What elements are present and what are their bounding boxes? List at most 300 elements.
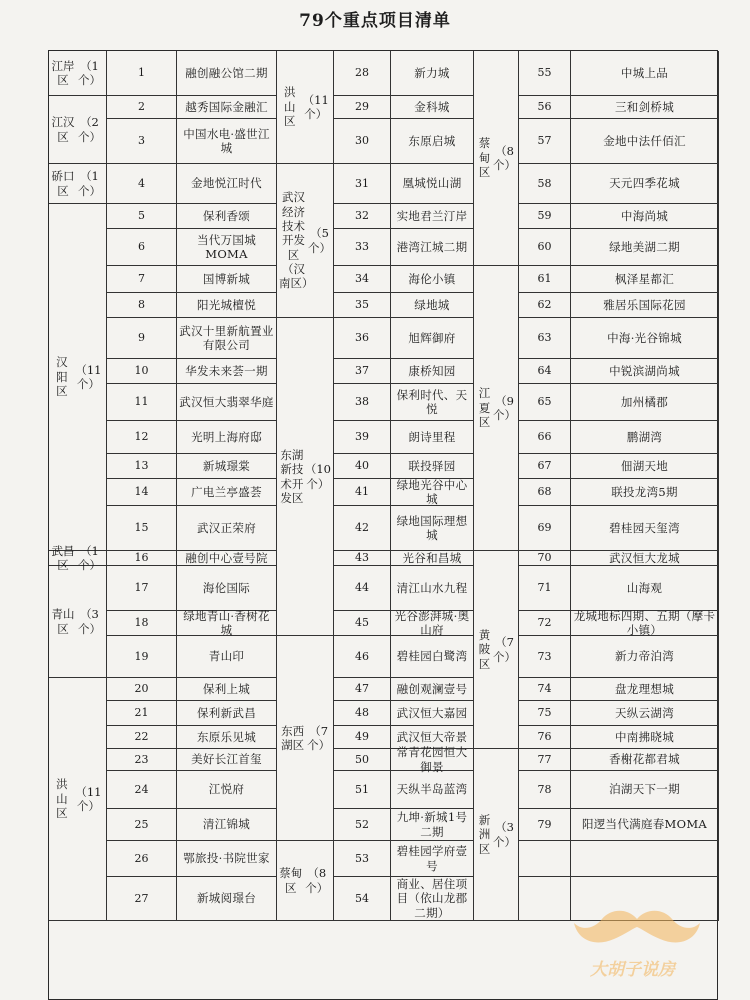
project-number-text: 28 bbox=[355, 66, 369, 80]
district-cell bbox=[49, 51, 107, 96]
project-number-text: 17 bbox=[134, 581, 149, 595]
project-name bbox=[391, 51, 474, 96]
project-name-text: 龙城地标四期、五期（摩卡小镇） bbox=[573, 608, 716, 637]
project-number-text: 19 bbox=[134, 649, 149, 663]
project-number-text: 23 bbox=[134, 752, 149, 766]
project-name-text: 新城璟棠 bbox=[202, 458, 251, 473]
project-number bbox=[519, 809, 571, 841]
project-name-text: 光明上海府邸 bbox=[191, 429, 262, 444]
project-number bbox=[107, 636, 177, 678]
project-name bbox=[391, 229, 474, 266]
project-name-text: 江悦府 bbox=[208, 782, 245, 797]
project-number bbox=[107, 51, 177, 96]
project-name bbox=[391, 204, 474, 229]
project-number-text: 16 bbox=[134, 551, 149, 565]
project-number-text: 58 bbox=[537, 176, 552, 190]
project-number bbox=[107, 318, 177, 359]
project-number bbox=[334, 119, 391, 164]
project-name-text: 联投龙湾5期 bbox=[611, 484, 678, 499]
project-number bbox=[519, 164, 571, 204]
project-name bbox=[177, 229, 277, 266]
project-number-text: 59 bbox=[537, 209, 552, 223]
project-name-text: 新力城 bbox=[414, 65, 450, 80]
project-number bbox=[519, 293, 571, 318]
district-cell bbox=[474, 266, 519, 551]
project-name-text: 融创观澜壹号 bbox=[396, 681, 468, 696]
project-name-text: 三和剑桥城 bbox=[615, 99, 674, 114]
project-number bbox=[334, 566, 391, 611]
project-name-text: 海伦小镇 bbox=[408, 271, 456, 286]
project-name bbox=[391, 479, 474, 506]
district-name: 武昌区 bbox=[51, 543, 75, 572]
project-number bbox=[107, 566, 177, 611]
project-name-text: 融创中心壹号院 bbox=[185, 550, 268, 565]
district-cell bbox=[474, 551, 519, 749]
project-number-text: 34 bbox=[355, 272, 369, 286]
project-name bbox=[571, 318, 719, 359]
project-number bbox=[519, 701, 571, 726]
project-name bbox=[177, 164, 277, 204]
project-name-text: 绿地光谷中心城 bbox=[396, 477, 468, 506]
district-cell bbox=[49, 678, 107, 921]
project-name bbox=[571, 841, 719, 877]
watermark-text: 大胡子说房 bbox=[590, 960, 675, 980]
project-name bbox=[571, 726, 719, 749]
district-cell bbox=[49, 204, 107, 551]
district-count: （2个） bbox=[77, 115, 101, 144]
mustache-icon bbox=[572, 905, 702, 953]
district-count: （1个） bbox=[77, 543, 101, 572]
project-name-text: 碧桂园白鹭湾 bbox=[396, 649, 468, 664]
project-name bbox=[177, 359, 277, 384]
project-name-text: 武汉恒大帝景 bbox=[396, 729, 468, 744]
project-number-text: 60 bbox=[537, 240, 552, 254]
project-number-text: 45 bbox=[355, 616, 369, 630]
district-name: 洪山区 bbox=[56, 777, 68, 821]
project-number-text: 32 bbox=[355, 209, 369, 223]
project-number bbox=[334, 551, 391, 566]
project-name-text: 东原乐见城 bbox=[197, 729, 256, 744]
project-name-text: 金科城 bbox=[414, 99, 450, 114]
project-name bbox=[177, 479, 277, 506]
district-name: 蔡甸区 bbox=[279, 866, 303, 895]
project-name-text: 雅居乐国际花园 bbox=[603, 297, 686, 312]
project-number-text: 36 bbox=[355, 331, 369, 345]
project-number-text: 66 bbox=[537, 430, 552, 444]
project-number bbox=[519, 636, 571, 678]
project-number-text: 79 bbox=[537, 817, 552, 831]
project-name-text: 中城上品 bbox=[620, 65, 669, 80]
district-name: 武汉经济技术开发区（汉南区） bbox=[279, 190, 314, 291]
project-name bbox=[177, 771, 277, 809]
project-number bbox=[107, 266, 177, 293]
project-number bbox=[519, 384, 571, 421]
project-name-text: 商业、居住项目（依山龙郡二期） bbox=[396, 876, 468, 920]
project-number bbox=[519, 611, 571, 636]
project-name bbox=[391, 96, 474, 119]
project-name bbox=[571, 479, 719, 506]
project-name bbox=[391, 566, 474, 611]
project-number-text: 39 bbox=[355, 430, 369, 444]
project-name-text: 鄂旅投·书院世家 bbox=[183, 851, 270, 866]
project-name-text: 天纵半岛蓝湾 bbox=[396, 782, 468, 797]
project-number bbox=[519, 551, 571, 566]
project-number bbox=[519, 318, 571, 359]
project-name-text: 保利香颂 bbox=[202, 208, 251, 223]
district-count: （10个） bbox=[304, 462, 331, 491]
project-name bbox=[177, 636, 277, 678]
project-number bbox=[334, 266, 391, 293]
project-name-text: 保利新武昌 bbox=[197, 705, 256, 720]
project-name-text: 碧桂园学府壹号 bbox=[396, 844, 468, 873]
district-cell bbox=[277, 318, 334, 636]
project-name-text: 绿地国际理想城 bbox=[396, 513, 468, 542]
project-name-text: 青山印 bbox=[208, 649, 245, 664]
project-name bbox=[177, 421, 277, 454]
project-number bbox=[107, 809, 177, 841]
project-number bbox=[107, 204, 177, 229]
project-name bbox=[391, 745, 474, 774]
project-number-text: 51 bbox=[355, 782, 369, 796]
project-name-text: 康桥知园 bbox=[408, 363, 456, 378]
project-name-text: 新城阅璟台 bbox=[197, 891, 256, 906]
project-number-text: 74 bbox=[537, 682, 552, 696]
project-name bbox=[177, 608, 277, 637]
project-name bbox=[571, 506, 719, 551]
district-name: 江岸区 bbox=[51, 58, 75, 87]
project-number-text: 44 bbox=[355, 581, 369, 595]
project-number-text: 13 bbox=[134, 459, 149, 473]
project-number-text: 24 bbox=[134, 782, 149, 796]
project-name bbox=[571, 749, 719, 771]
project-number-text: 53 bbox=[355, 851, 369, 865]
project-number-text: 35 bbox=[355, 298, 369, 312]
project-name bbox=[177, 566, 277, 611]
project-name bbox=[571, 96, 719, 119]
project-number bbox=[107, 551, 177, 566]
project-name-text: 国博新城 bbox=[202, 271, 251, 286]
project-number-text: 63 bbox=[537, 331, 552, 345]
project-number bbox=[334, 318, 391, 359]
project-number-text: 15 bbox=[134, 521, 149, 535]
project-name bbox=[571, 771, 719, 809]
project-name bbox=[177, 318, 277, 359]
project-name bbox=[391, 636, 474, 678]
project-name-text: 九坤·新城1号二期 bbox=[396, 810, 468, 839]
district-cell bbox=[277, 636, 334, 841]
project-name bbox=[391, 678, 474, 701]
project-name bbox=[571, 229, 719, 266]
district-count: （8个） bbox=[305, 866, 329, 895]
project-number-text: 9 bbox=[138, 331, 145, 345]
project-name-text: 天纵云湖湾 bbox=[615, 705, 674, 720]
project-name bbox=[177, 749, 277, 771]
project-number bbox=[519, 96, 571, 119]
project-number-text: 2 bbox=[138, 100, 145, 114]
project-number-text: 8 bbox=[138, 298, 145, 312]
district-cell bbox=[474, 749, 519, 921]
project-number bbox=[107, 771, 177, 809]
district-count: （7个） bbox=[307, 723, 331, 752]
project-number bbox=[107, 749, 177, 771]
district-cell bbox=[49, 543, 107, 572]
project-number-text: 73 bbox=[537, 649, 552, 663]
project-table bbox=[48, 50, 718, 1000]
project-number bbox=[519, 877, 571, 921]
project-name-text: 当代万国城MOMA bbox=[197, 232, 256, 261]
project-name-text: 朗诗里程 bbox=[408, 429, 456, 444]
project-number-text: 20 bbox=[134, 682, 149, 696]
project-name-text: 泊湖天下一期 bbox=[609, 782, 680, 797]
district-name: 青山区 bbox=[51, 607, 75, 636]
project-number-text: 46 bbox=[355, 649, 369, 663]
project-number-text: 72 bbox=[537, 616, 552, 630]
project-name bbox=[177, 877, 277, 921]
project-number bbox=[107, 164, 177, 204]
project-number-text: 37 bbox=[355, 364, 369, 378]
project-number bbox=[334, 164, 391, 204]
project-number bbox=[107, 726, 177, 749]
project-number-text: 10 bbox=[134, 364, 149, 378]
project-number bbox=[107, 119, 177, 164]
project-name-text: 武汉正荣府 bbox=[197, 520, 256, 535]
project-name bbox=[571, 701, 719, 726]
project-name-text: 融创融公馆二期 bbox=[185, 65, 268, 80]
project-name bbox=[391, 551, 474, 566]
project-number bbox=[519, 454, 571, 479]
project-number bbox=[519, 479, 571, 506]
project-name bbox=[391, 809, 474, 841]
project-number bbox=[519, 678, 571, 701]
project-name bbox=[571, 119, 719, 164]
project-number bbox=[334, 421, 391, 454]
district-name: 蔡甸区 bbox=[478, 136, 491, 180]
district-name: 江夏区 bbox=[478, 386, 491, 430]
project-number-text: 70 bbox=[537, 551, 552, 565]
district-count: （1个） bbox=[77, 169, 101, 198]
project-number-text: 26 bbox=[134, 851, 149, 865]
project-number bbox=[519, 841, 571, 877]
district-name: 东湖新技术开发区 bbox=[280, 447, 304, 505]
project-number-text: 12 bbox=[134, 430, 149, 444]
project-number bbox=[334, 293, 391, 318]
project-name-text: 旭辉御府 bbox=[408, 330, 456, 345]
project-number bbox=[519, 421, 571, 454]
project-name bbox=[391, 293, 474, 318]
project-name-text: 绿地美湖二期 bbox=[609, 239, 680, 254]
project-number-text: 7 bbox=[138, 272, 145, 286]
project-number bbox=[519, 266, 571, 293]
project-name bbox=[391, 421, 474, 454]
project-name-text: 阳逻当代满庭春MOMA bbox=[581, 817, 708, 832]
district-name: 黄陂区 bbox=[478, 627, 491, 671]
project-name bbox=[571, 421, 719, 454]
project-number bbox=[334, 726, 391, 749]
project-number bbox=[334, 51, 391, 96]
district-cell bbox=[474, 51, 519, 266]
project-number bbox=[334, 96, 391, 119]
project-number bbox=[334, 636, 391, 678]
project-name bbox=[571, 678, 719, 701]
project-number bbox=[519, 359, 571, 384]
project-name bbox=[177, 51, 277, 96]
district-cell bbox=[277, 841, 334, 921]
project-name bbox=[177, 809, 277, 841]
project-name-text: 武汉恒大嘉园 bbox=[396, 705, 468, 720]
project-name-text: 东原启城 bbox=[408, 133, 456, 148]
project-number-text: 21 bbox=[134, 706, 149, 720]
project-number-text: 1 bbox=[138, 66, 145, 80]
project-name bbox=[571, 636, 719, 678]
project-number-text: 57 bbox=[537, 134, 552, 148]
project-name bbox=[177, 266, 277, 293]
project-name-text: 武汉恒大龙城 bbox=[609, 550, 680, 565]
project-name-text: 金地中法仟佰汇 bbox=[603, 133, 686, 148]
project-name-text: 阳光城檀悦 bbox=[197, 297, 256, 312]
project-number bbox=[107, 841, 177, 877]
project-name bbox=[391, 701, 474, 726]
project-number-text: 64 bbox=[537, 364, 552, 378]
project-number bbox=[107, 611, 177, 636]
project-number-text: 48 bbox=[355, 706, 369, 720]
project-name-text: 中锐滨湖尚城 bbox=[609, 363, 680, 378]
project-name bbox=[177, 678, 277, 701]
project-name bbox=[391, 266, 474, 293]
project-name bbox=[571, 204, 719, 229]
project-number-text: 47 bbox=[355, 682, 369, 696]
project-name-text: 天元四季花城 bbox=[609, 176, 680, 191]
project-number-text: 78 bbox=[537, 782, 552, 796]
project-number bbox=[107, 96, 177, 119]
district-count: （3个） bbox=[493, 820, 516, 849]
project-name bbox=[391, 608, 474, 637]
project-name bbox=[391, 359, 474, 384]
project-number-text: 50 bbox=[355, 752, 369, 766]
project-number bbox=[334, 384, 391, 421]
project-name-text: 清江锦城 bbox=[202, 817, 251, 832]
district-count: （5个） bbox=[308, 226, 331, 255]
district-count: （3个） bbox=[77, 607, 101, 636]
project-number bbox=[107, 293, 177, 318]
project-name bbox=[391, 119, 474, 164]
project-number-text: 31 bbox=[355, 176, 369, 190]
project-number-text: 5 bbox=[138, 209, 145, 223]
watermark bbox=[572, 905, 722, 985]
project-number bbox=[334, 678, 391, 701]
project-number bbox=[519, 229, 571, 266]
project-name bbox=[571, 293, 719, 318]
project-number-text: 40 bbox=[355, 459, 369, 473]
project-name bbox=[177, 551, 277, 566]
project-number bbox=[334, 701, 391, 726]
project-number-text: 76 bbox=[537, 730, 552, 744]
project-number bbox=[107, 229, 177, 266]
project-number-text: 4 bbox=[138, 176, 145, 190]
project-number-text: 67 bbox=[537, 459, 552, 473]
project-number bbox=[334, 454, 391, 479]
project-name-text: 碧桂园天玺湾 bbox=[609, 520, 680, 535]
project-number bbox=[107, 359, 177, 384]
project-number bbox=[107, 479, 177, 506]
district-name: 新洲区 bbox=[478, 812, 491, 856]
district-name: 东西湖区 bbox=[281, 723, 305, 752]
project-number bbox=[334, 877, 391, 921]
project-name bbox=[571, 384, 719, 421]
project-number-text: 18 bbox=[134, 616, 149, 630]
project-name bbox=[177, 726, 277, 749]
project-name-text: 山海观 bbox=[626, 580, 663, 595]
project-name bbox=[571, 608, 719, 637]
district-count: （9个） bbox=[493, 393, 516, 422]
page-title: 79个重点项目清单 bbox=[299, 11, 451, 31]
district-count: （8个） bbox=[493, 143, 516, 172]
district-name: 硚口区 bbox=[51, 169, 75, 198]
project-name bbox=[177, 384, 277, 421]
project-name-text: 凰城悦山湖 bbox=[402, 176, 462, 191]
project-name-text: 金地悦江时代 bbox=[191, 176, 262, 191]
project-name bbox=[571, 51, 719, 96]
project-number-text: 14 bbox=[134, 485, 149, 499]
project-number-text: 62 bbox=[537, 298, 552, 312]
project-number bbox=[107, 454, 177, 479]
project-number bbox=[519, 119, 571, 164]
district-cell bbox=[49, 96, 107, 164]
project-number-text: 3 bbox=[138, 134, 145, 148]
project-name bbox=[391, 318, 474, 359]
project-number-text: 41 bbox=[355, 485, 369, 499]
district-count: （11个） bbox=[302, 92, 329, 121]
project-number bbox=[334, 749, 391, 771]
project-name-text: 广电兰亭盛荟 bbox=[191, 484, 262, 499]
project-name-text: 中国水电·盛世江城 bbox=[183, 126, 270, 155]
project-name bbox=[571, 266, 719, 293]
project-number-text: 77 bbox=[537, 752, 552, 766]
project-name bbox=[177, 119, 277, 164]
district-cell bbox=[277, 51, 334, 164]
project-name-text: 中南拂晓城 bbox=[615, 729, 674, 744]
district-name: 汉阳区 bbox=[56, 355, 68, 399]
project-name bbox=[391, 771, 474, 809]
project-number-text: 52 bbox=[355, 817, 369, 831]
project-name bbox=[571, 454, 719, 479]
project-number bbox=[519, 204, 571, 229]
project-number-text: 22 bbox=[134, 730, 149, 744]
project-name bbox=[391, 164, 474, 204]
project-name-text: 枫泽星都汇 bbox=[615, 271, 674, 286]
project-name-text: 新力帝泊湾 bbox=[615, 649, 674, 664]
project-name bbox=[571, 566, 719, 611]
project-number bbox=[107, 506, 177, 551]
district-cell bbox=[49, 164, 107, 204]
project-name-text: 绿地城 bbox=[414, 297, 450, 312]
project-number-text: 68 bbox=[537, 485, 552, 499]
project-number-text: 27 bbox=[134, 891, 149, 905]
project-name-text: 港湾江城二期 bbox=[396, 239, 468, 254]
district-cell bbox=[277, 164, 334, 318]
project-name-text: 常青花园恒大御景 bbox=[396, 745, 468, 774]
project-name-text: 中海·光谷锦城 bbox=[607, 330, 682, 345]
project-number-text: 11 bbox=[134, 395, 149, 409]
project-name bbox=[571, 551, 719, 566]
project-number-text: 33 bbox=[355, 240, 369, 254]
project-number bbox=[334, 809, 391, 841]
project-number-text: 55 bbox=[537, 66, 552, 80]
project-name-text: 鹏湖湾 bbox=[626, 429, 663, 444]
project-name-text: 清江山水九程 bbox=[396, 580, 468, 595]
project-name bbox=[177, 454, 277, 479]
project-number-text: 56 bbox=[537, 100, 552, 114]
project-name-text: 保利时代、天悦 bbox=[396, 387, 468, 416]
